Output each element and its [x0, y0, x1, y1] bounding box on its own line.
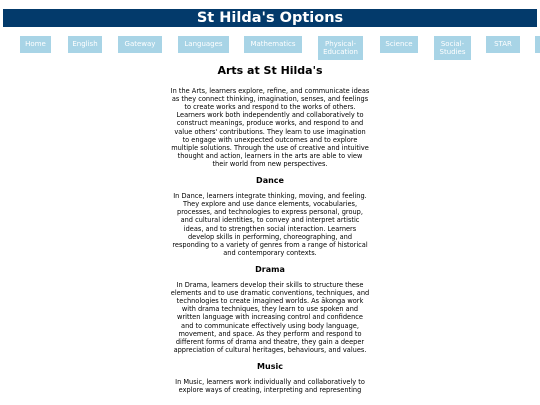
section-heading-drama: Drama: [255, 264, 285, 274]
nav-tab-overflow[interactable]: [535, 36, 540, 53]
nav-tab-label: Science: [385, 40, 413, 49]
nav-tab-label: Languages: [184, 40, 223, 49]
page-title: Arts at St Hilda's: [217, 64, 323, 77]
section-text-music: In Music, learners work individually and collaboratively to explore ways of creating, interpreting and representing: [175, 377, 365, 395]
nav-tab-home[interactable]: [20, 36, 51, 53]
section-heading-music: Music: [257, 361, 283, 371]
nav-tab-label: Gateway: [124, 40, 156, 49]
nav-tab-label: English: [72, 40, 98, 49]
nav-tab-label: STAR: [494, 40, 512, 49]
nav-tab-label: Mathematics: [250, 40, 296, 49]
main-content: [170, 64, 370, 394]
nav-tab-physical-education[interactable]: [318, 36, 363, 60]
section-heading-dance: Dance: [256, 176, 284, 186]
site-header: [3, 9, 537, 27]
section-text-dance: In Dance, learners integrate thinking, moving, and feeling. They explore and use dance elements, vocabularies, processes, and technologies to express personal, group, and cultural identities, to convey and interpret artistic ideas, and to strengthen social interaction. Learners develop skills in performing, choreographing, and responding to a variety of genres from a range of historical and contemporary contexts.: [172, 192, 368, 257]
nav-tab-english[interactable]: [68, 36, 102, 53]
nav-tab-gateway[interactable]: [118, 36, 162, 53]
nav-tab-mathematics[interactable]: [244, 36, 302, 53]
nav-bar: [0, 36, 540, 62]
nav-tab-label: Home: [25, 40, 46, 49]
nav-tab-languages[interactable]: [178, 36, 229, 53]
nav-tab-label: Physical-Education: [323, 39, 358, 56]
nav-tab-star[interactable]: [486, 36, 520, 53]
intro-paragraph: In the Arts, learners explore, refine, and communicate ideas as they connect thinking, imagination, senses, and feelings to create works and respond to the works of others. Learners work both independently and collaboratively to construct meanings, produce works, and respond to and value others' contributions. They learn to use imagination to engage with unexpected outcomes and to explore multiple solutions. Through the use of creative and intuitive thought and action, learners in the arts are able to view their world from new perspectives.: [170, 87, 370, 168]
nav-tab-label: Social-Studies: [439, 39, 466, 56]
nav-tab-science[interactable]: [380, 36, 418, 53]
nav-tab-social-studies[interactable]: [434, 36, 471, 60]
section-text-drama: In Drama, learners develop their skills to structure these elements and to use dramatic conventions, techniques, and technologies to create imagined worlds. As ākonga work with drama techniques, they learn to use spoken and written language with increasing control and confidence and to communicate effectively using body language, movement, and space. As they perform and respond to different forms of drama and theatre, they gain a deeper appreciation of cultural heritages, behaviours, and values.: [170, 280, 370, 354]
site-title: St Hilda's Options: [196, 10, 344, 26]
